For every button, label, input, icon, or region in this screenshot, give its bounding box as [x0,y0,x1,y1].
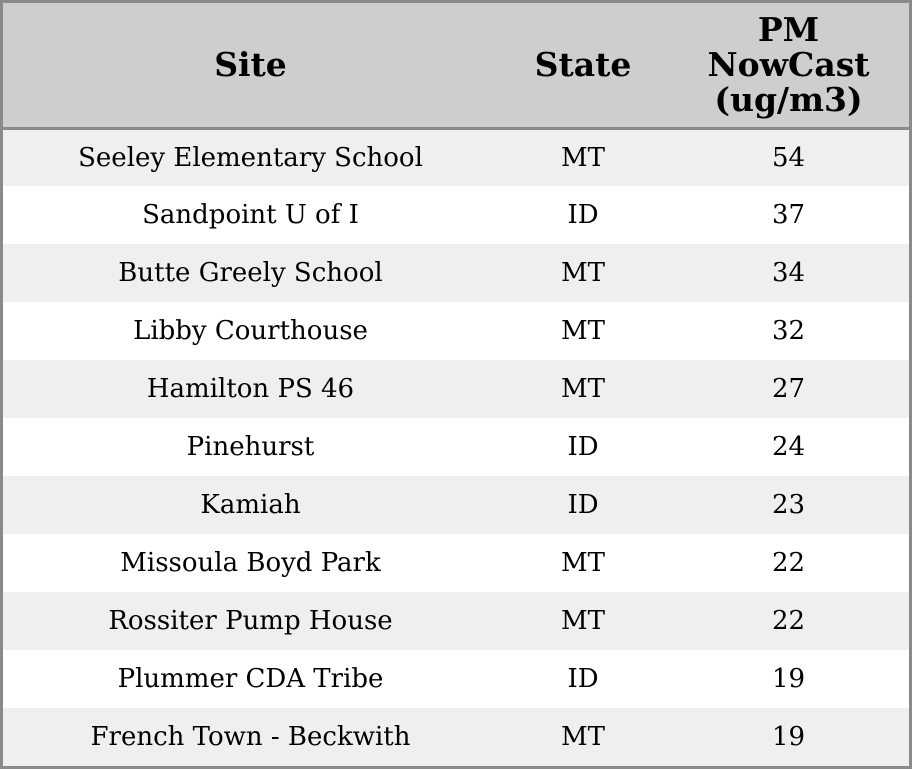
cell-pm-value: 22 [771,548,806,578]
table-row [3,534,909,592]
cell-state: MT [561,142,605,173]
cell-site: Sandpoint U of I [142,200,359,230]
table-row [3,476,909,534]
cell-pm-value: 22 [771,606,806,636]
cell-state: MT [561,316,605,346]
table-body [3,128,909,766]
cell-state: MT [561,548,605,578]
cell-state: MT [561,722,605,752]
column-header-pm-line1: PM [757,10,820,50]
table-row [3,650,909,708]
cell-state: ID [567,664,599,694]
cell-pm-value: 54 [771,142,806,173]
cell-site: Plummer CDA Tribe [117,664,384,694]
column-header-pm-line2: NowCast [707,45,870,85]
cell-state: ID [567,200,599,230]
column-header-site: Site [3,3,498,128]
cell-site: French Town - Beckwith [90,722,411,752]
cell-state: MT [561,606,605,636]
cell-site: Kamiah [200,490,301,520]
cell-pm-value: 32 [771,316,806,346]
pm-table [3,3,909,766]
column-header-pm-line3: (ug/m3) [714,80,863,120]
cell-site: Libby Courthouse [133,316,368,346]
column-header-pm [668,3,909,128]
cell-state: MT [561,374,605,404]
table-row [3,128,909,186]
cell-site: Pinehurst [186,432,315,462]
table-row [3,302,909,360]
cell-pm-value: 24 [771,432,806,462]
cell-state: ID [567,490,599,520]
table-row [3,186,909,244]
cell-pm-value: 23 [771,490,806,520]
header-row [3,3,909,128]
cell-pm-value: 27 [771,374,806,404]
column-header-state: State [498,3,668,128]
cell-site: Seeley Elementary School [78,142,423,173]
table-row [3,418,909,476]
cell-pm-value: 37 [771,200,806,230]
table-row [3,244,909,302]
cell-site: Rossiter Pump House [108,606,393,636]
cell-state: MT [561,258,605,288]
table-row [3,592,909,650]
cell-pm-value: 19 [771,722,806,752]
cell-state: ID [567,432,599,462]
cell-site: Missoula Boyd Park [120,548,381,578]
cell-pm-value: 34 [771,258,806,288]
cell-site: Butte Greely School [118,258,383,288]
table-header [3,3,909,128]
cell-site: Hamilton PS 46 [146,374,355,404]
table-row [3,708,909,766]
table-row [3,360,909,418]
cell-pm-value: 19 [771,664,806,694]
